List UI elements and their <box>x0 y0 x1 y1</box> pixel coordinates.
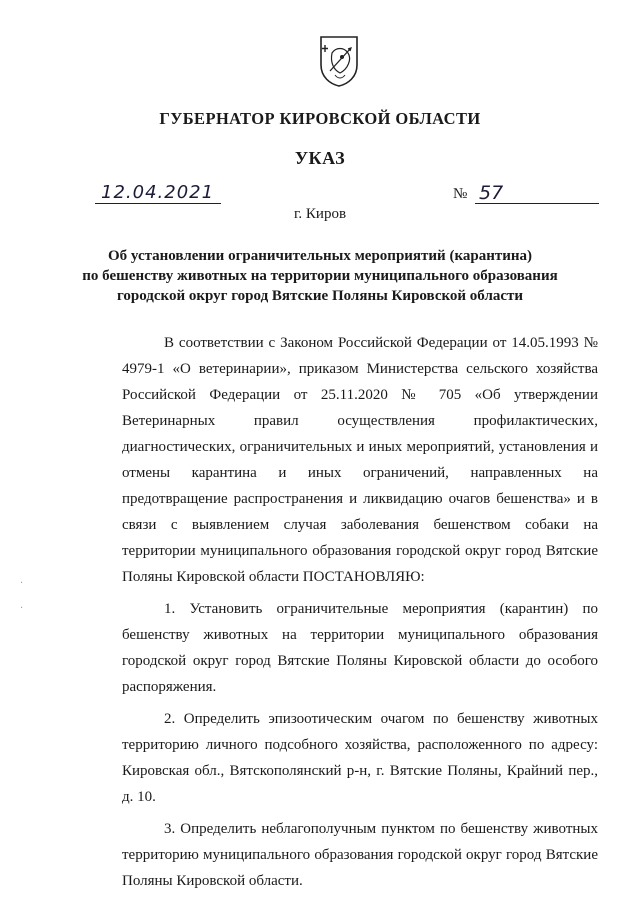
document-body <box>122 330 598 894</box>
document-type: УКАЗ <box>294 148 346 168</box>
title-line: городской округ город Вятские Поляны Кировской области <box>116 288 524 304</box>
document-title <box>60 246 580 306</box>
clause-paragraph-1: 1. Установить ограничительные мероприятия (карантин) по бешенству животных на территории муниципального образования городской округ город Вятские Поляны Кировской области до особого распоряжения. <box>122 601 598 695</box>
preamble-paragraph: В соответствии с Законом Российской Федерации от 14.05.1993 № 4979-1 «О ветеринарии», приказом Министерства сельского хозяйства Российской Федерации от 25.11.2020 № 705 «Об утверждении Ветеринарных правил осуществления профилактических, диагностических, ограничительных и иных мероприятий, установления и отмены карантина и иных ограничений, направленных на предотвращение распространения и ликвидацию очагов бешенства» и в связи с выявлением случая заболевания бешенством собаки на территории муниципального образования городской округ город Вятские Поляны Кировской области ПОСТАНОВЛЯЮ: <box>122 335 598 585</box>
number-sign: № <box>453 186 468 202</box>
coat-of-arms-icon <box>318 35 360 87</box>
clause-paragraph-2: 2. Определить эпизоотическим очагом по бешенству животных территорию личного подсобного хозяйства, расположенного по адресу: Кировская обл., Вятскополянский р-н, г. Вятские Поляны, Крайний пер., д. 10. <box>122 711 598 805</box>
document-number: 57 <box>475 182 599 204</box>
clause-paragraph-3: 3. Определить неблагополучным пунктом по бешенству животных территорию муниципального образования городской округ город Вятские Поляны Кировской области. <box>122 821 598 889</box>
issue-city: г. Киров <box>293 206 347 222</box>
document-date: 12.04.2021 <box>95 182 221 204</box>
issuing-authority: ГУБЕРНАТОР КИРОВСКОЙ ОБЛАСТИ <box>159 109 481 128</box>
scan-artifact: · <box>20 578 24 589</box>
title-line: по бешенству животных на территории муниципального образования <box>82 268 558 284</box>
title-line: Об установлении ограничительных мероприятий (карантина) <box>107 248 532 264</box>
scan-artifact: · <box>20 603 24 614</box>
